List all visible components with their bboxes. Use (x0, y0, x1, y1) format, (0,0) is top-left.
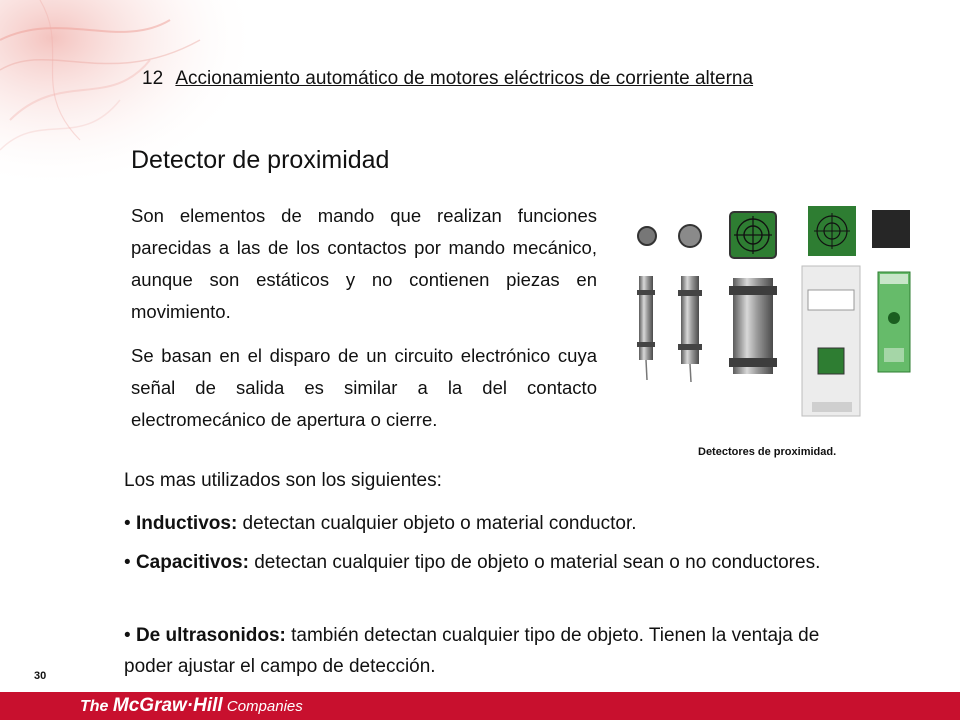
item-term: Capacitivos: (135, 552, 249, 573)
list-intro: Los mas utilizados son los siguientes: (124, 470, 442, 491)
figure-caption: Detectores de proximidad. (698, 446, 837, 458)
paragraph-operation: Se basan en el disparo de un circuito electrónico cuya señal de salida es similar a la del contacto electromecánico de apertura o cierre. (131, 345, 597, 430)
paragraph-definition: Son elementos de mando que realizan funciones parecidas a las de los contactos por mando mecánico, aunque son estáticos y no contienen piezas en movimiento. (131, 205, 597, 322)
block-sensor-body (802, 266, 860, 416)
footer-bar (0, 692, 960, 720)
item-text: detectan cualquier tipo de objeto o material sean o no conductores. (248, 552, 821, 573)
chapter-title: Accionamiento automático de motores eléctricos de corriente alterna (175, 68, 754, 89)
proximity-detectors-photo (622, 198, 922, 430)
list-item-capacitive: • Capacitivos: detectan cualquier tipo de objeto o material sean o no conductores. (124, 552, 821, 573)
page-number: 30 (34, 670, 47, 682)
sensor-head-medium (679, 225, 701, 247)
item-term: Inductivos: (135, 513, 238, 534)
chapter-number: 12 (142, 68, 164, 89)
cylindrical-sensor-small (639, 276, 653, 360)
item-term: De ultrasonidos: (135, 625, 286, 646)
list-item-ultrasonic: • De ultrasonidos: también detectan cualquier tipo de objeto. Tienen la ventaja de poder ajustar el campo de detección. (124, 625, 820, 677)
section-title: Detector de proximidad (131, 146, 390, 174)
square-sensor-head (872, 210, 910, 248)
item-text: también detectan cualquier tipo de objeto. Tienen la ventaja de poder ajustar el campo de detección. (124, 625, 820, 677)
publisher-logo: The McGraw·Hill Companies (80, 695, 303, 716)
list-item-inductive: • Inductivos: detectan cualquier objeto o material conductor. (124, 513, 637, 534)
chapter-header (142, 68, 753, 90)
sensor-head-small (638, 227, 656, 245)
item-text: detectan cualquier objeto o material conductor. (237, 513, 637, 534)
cylindrical-sensor-medium (681, 276, 699, 364)
